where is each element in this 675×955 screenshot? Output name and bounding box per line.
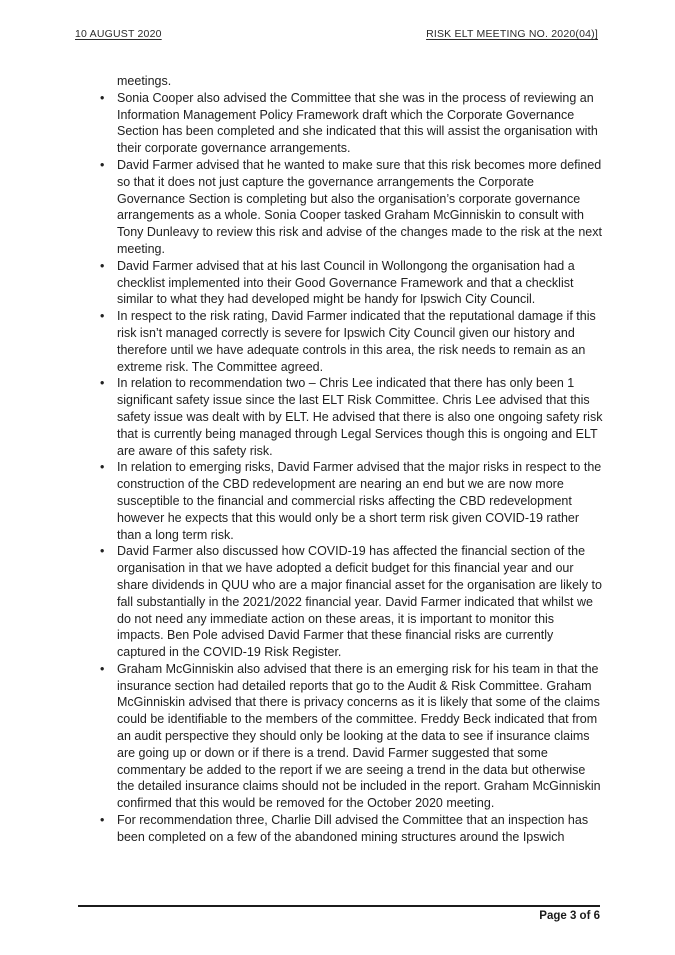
bullet-item: • David Farmer also discussed how COVID-19 has affected the financial section of the organisation in that we have adopted a deficit budget for this financial year and our share dividends in QUU who are a major financial asset for the organisation are likely to fall substantially in the 2021/2022 financial year. David Farmer indicated that whilst we do not need any immediate action on these areas, it is important to monitor this impacts. Ben Pole advised David Farmer that these financial risks are currently captured in the COVID-19 Risk Register. <box>117 543 603 661</box>
bullet-item: • For recommendation three, Charlie Dill advised the Committee that an inspection has been completed on a few of the abandoned mining structures around the Ipswich <box>117 812 603 846</box>
footer-divider <box>78 905 600 907</box>
bullet-item: • Sonia Cooper also advised the Committee that she was in the process of reviewing an Information Management Policy Framework draft which the Corporate Governance Section has been completed and she indicated that this will assist the organisation with their corporate governance arrangements. <box>117 90 603 157</box>
page-number: Page 3 of 6 <box>539 910 600 922</box>
bullet-item: • David Farmer advised that he wanted to make sure that this risk becomes more defined so that it does not just capture the governance arrangements the Corporate Governance Section is completing but also the organisation’s corporate governance arrangements as a whole. Sonia Cooper tasked Graham McGinniskin to consult with Tony Dunleavy to review this risk and advise of the changes made to the risk at the next meeting. <box>117 157 603 258</box>
bullet-item: • In relation to emerging risks, David Farmer advised that the major risks in respect to the construction of the CBD redevelopment are nearing an end but we are now more susceptible to the financial and commercial risks affecting the CBD redevelopment however he expects that this would only be a short term risk given COVID-19 rather than a long term risk. <box>117 459 603 543</box>
header-meeting-ref: RISK ELT MEETING NO. 2020(04)] <box>426 28 598 40</box>
bullet-item: • In relation to recommendation two – Chris Lee indicated that there has only been 1 significant safety issue since the last ELT Risk Committee. Chris Lee advised that this safety issue was dealt with by ELT. He advised that there is also one ongoing safety risk that is currently being managed through Legal Services though this is ongoing and ELT are aware of this safety risk. <box>117 375 603 459</box>
page-header <box>75 28 598 40</box>
bullet-item: • David Farmer advised that at his last Council in Wollongong the organisation had a checklist implemented into their Good Governance Framework and that a checklist similar to what they had developed might be handy for Ipswich City Council. <box>117 258 603 308</box>
minutes-body <box>117 73 603 846</box>
continuation-line: meetings. <box>117 74 172 88</box>
bullet-item: • Graham McGinniskin also advised that there is an emerging risk for his team in that the insurance section had detailed reports that go to the Audit & Risk Committee. Graham McGinniskin advised that there is privacy concerns as it is likely that some of the claims could be identifiable to the members of the committee. Freddy Beck indicated that from an audit perspective they should only be looking at the data to see if insurance claims are going up or down or if there is a trend. David Farmer suggested that some commentary be added to the report if we are seeing a trend in the data but otherwise the detailed insurance claims should not be included in the report. Graham McGinniskin confirmed that this would be removed for the October 2020 meeting. <box>117 661 603 812</box>
bullet-item: • In respect to the risk rating, David Farmer indicated that the reputational damage if this risk isn’t managed correctly is severe for Ipswich City Council given our history and therefore until we have adequate controls in this area, the risk needs to remain as an extreme risk. The Committee agreed. <box>117 308 603 375</box>
bullet-list <box>117 90 603 846</box>
header-date: 10 AUGUST 2020 <box>75 28 162 40</box>
